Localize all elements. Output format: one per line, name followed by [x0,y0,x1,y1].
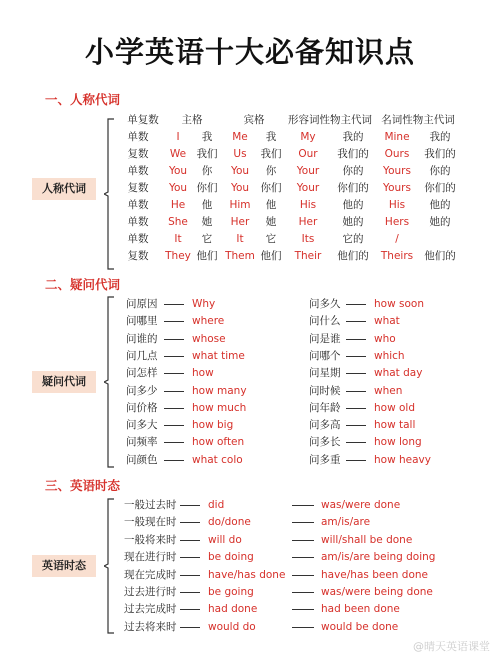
question-word: what colo [192,453,243,466]
pronoun-cell: Hers [384,216,410,228]
tense-name: 现在完成时 [124,568,177,581]
dash-line [180,575,200,576]
active-form: have/has done [208,568,286,581]
dash-line [346,460,366,461]
pronoun-cell: / [395,233,399,245]
dash-line [346,304,366,305]
pronoun-cell: 他们的 [424,250,456,262]
dash-line [292,540,314,541]
passive-form: have/has been done [321,568,428,581]
tense-name: 一般现在时 [124,516,177,529]
pronoun-cell: 你们 [260,182,282,194]
pronoun-cell: 我的 [342,131,364,143]
question-meaning: 问多高 [309,419,341,432]
pronoun-cell: Yours [383,165,411,177]
pronoun-cell: 你们 [196,182,218,194]
question-meaning: 问哪里 [126,315,158,328]
question-meaning: 问是谁 [309,332,341,345]
question-word: what day [374,367,423,380]
pronoun-cell: 她 [265,216,277,228]
pronoun-cell: We [169,148,187,160]
pronoun-cell: Your [296,182,320,194]
pronoun-cell: Theirs [380,250,414,262]
question-meaning: 问多大 [126,419,158,432]
question-meaning: 问几点 [126,349,158,362]
dash-line [164,321,184,322]
pronoun-cell: 它 [201,233,213,245]
question-meaning: 问怎样 [126,367,158,380]
pronoun-cell: 她的 [342,216,364,228]
pronoun-cell: He [170,199,186,211]
pronoun-cell: They [165,250,191,262]
question-meaning: 问谁的 [126,332,158,345]
pronoun-cell: 他们 [260,250,282,262]
pronoun-cell: 你们的 [424,182,456,194]
question-meaning: 问多久 [309,298,341,310]
dash-line [164,373,184,374]
tense-name: 过去将来时 [124,620,177,633]
pronoun-cell: His [388,199,406,211]
watermark: @晴天英语课堂 [413,640,490,653]
dash-line [164,442,184,443]
section3-heading: 三、英语时态 [45,478,121,493]
dash-line [346,321,366,322]
dash-line [292,627,314,628]
question-word: how old [374,401,416,414]
passive-form: was/were done [321,499,401,511]
page-title: 小学英语十大必备知识点 [84,35,415,69]
dash-line [346,356,366,357]
pronoun-cell: 他们 [196,250,218,262]
column-header: 形容词性物主代词 [288,114,372,126]
pronoun-cell: 单数 [127,131,149,143]
question-word: how much [192,401,247,414]
dash-line [164,356,184,357]
dash-line [346,373,366,374]
question-word: whose [192,332,226,345]
pronoun-cell: 我们 [260,148,282,160]
passive-form: would be done [321,620,399,633]
question-word: how heavy [374,453,431,466]
dash-line [164,460,184,461]
passive-form-suffix: /were done [341,499,401,511]
question-meaning: 问颜色 [126,453,158,466]
passive-form: am/is/are being doing [321,551,436,564]
pronoun-cell: 我们的 [424,148,456,160]
column-header: 单复数 [127,114,159,126]
dash-line [164,339,184,340]
tense-name: 过去完成时 [124,603,177,616]
pronoun-cell: You [230,165,250,177]
dash-line [180,540,200,541]
pronoun-cell: Ours [384,148,410,160]
column-header: 名词性物主代词 [381,114,455,126]
column-header: 宾格 [243,114,265,126]
pronoun-cell: 你 [265,165,277,177]
section3-brace [104,498,116,634]
column-header: 主格 [181,114,203,126]
pronoun-cell: Me [232,131,248,143]
question-word: what time [192,349,245,362]
question-word: how tall [374,419,416,432]
pronoun-cell: 我 [201,131,213,143]
dash-line [292,505,314,506]
pronoun-cell: It [174,233,182,245]
active-form: had done [208,603,258,616]
pronoun-cell: 他 [201,199,213,211]
pronoun-cell: 你 [201,165,213,177]
question-word: how many [192,384,247,397]
passive-form: will/shall be done [321,533,413,546]
dash-line [164,408,184,409]
pronoun-cell: Him [229,199,251,211]
dash-line [292,575,314,576]
pronoun-cell: 你的 [429,165,451,177]
pronoun-cell: 她的 [429,216,451,228]
dash-line [346,425,366,426]
pronoun-cell: Her [230,216,250,228]
dash-line [292,592,314,593]
dash-line [346,408,366,409]
section2-brace [104,296,116,468]
pronoun-cell: Its [301,233,315,245]
pronoun-cell: My [300,131,316,143]
passive-form: am/is/are [321,516,371,529]
active-form: do/done [208,516,251,529]
question-word: how big [192,419,234,432]
section1-heading: 一、人称代词 [45,92,121,107]
pronoun-cell: 单数 [127,216,149,228]
pronoun-cell: 单数 [127,199,149,211]
question-meaning: 问星期 [309,367,341,380]
pronoun-cell: Mine [384,131,410,143]
tense-name: 一般过去时 [124,499,177,511]
tense-name: 现在进行时 [124,551,177,564]
question-meaning: 问年龄 [309,401,341,414]
question-meaning: 问多重 [309,453,341,466]
question-word: when [374,384,403,397]
question-word: where [192,315,225,328]
pronoun-cell: Them [225,250,255,262]
question-meaning: 问原因 [126,298,158,310]
pronoun-cell: 我们 [196,148,218,160]
pronoun-cell: 他 [265,199,277,211]
dash-line [180,522,200,523]
question-word: how soon [374,298,424,310]
question-word: which [374,349,405,362]
pronoun-cell: 他的 [342,199,364,211]
tense-name: 过去进行时 [124,586,177,598]
pronoun-cell: 你的 [342,165,364,177]
pronoun-cell: You [168,182,188,194]
question-meaning: 问时候 [309,384,341,397]
pronoun-cell: 你们的 [337,182,369,194]
pronoun-cell: Us [233,148,247,160]
dash-line [346,442,366,443]
pronoun-cell: You [230,182,250,194]
active-form: would do [208,620,256,633]
pronoun-cell: 他的 [429,199,451,211]
dash-line [180,592,200,593]
pronoun-cell: Her [298,216,318,228]
pronoun-cell: I [176,131,180,143]
passive-form: was/were being done [321,586,433,598]
passive-form-suffix: /has been done [346,568,428,581]
section2-box-label: 疑问代词 [32,371,96,393]
pronoun-cell: Their [294,250,322,262]
pronoun-cell: It [236,233,244,245]
question-word: Why [192,298,216,310]
dash-line [346,391,366,392]
pronoun-cell: 它的 [342,233,364,245]
question-meaning: 问价格 [126,401,158,414]
pronoun-cell: 我的 [429,131,451,143]
dash-line [164,391,184,392]
pronoun-cell: 单数 [127,165,149,177]
section2-heading: 二、疑问代词 [45,277,121,292]
pronoun-cell: His [299,199,317,211]
question-meaning: 问什么 [309,315,341,328]
section1-box-label: 人称代词 [32,178,96,200]
pronoun-cell: 它 [265,233,277,245]
passive-form: had been done [321,603,400,616]
pronoun-cell: You [168,165,188,177]
active-form: will do [208,533,242,546]
question-meaning: 问多长 [309,436,341,449]
pronoun-cell: 复数 [127,182,149,194]
active-form: did [208,499,225,511]
pronoun-cell: Our [298,148,318,160]
question-word: how long [374,436,422,449]
pronoun-cell: 复数 [127,250,149,262]
question-meaning: 问频率 [126,436,158,449]
pronoun-cell: 他们的 [337,250,369,262]
tense-name: 一般将来时 [124,533,177,546]
dash-line [292,557,314,558]
pronoun-cell: Yours [383,182,411,194]
dash-line [346,339,366,340]
pronoun-cell: 我 [265,131,277,143]
dash-line [164,304,184,305]
dash-line [180,505,200,506]
question-word: who [374,332,396,345]
dash-line [292,522,314,523]
dash-line [164,425,184,426]
dash-line [292,609,314,610]
question-meaning: 问哪个 [309,349,341,362]
pronoun-cell: Your [296,165,320,177]
section3-box-label: 英语时态 [32,555,96,577]
pronoun-cell: 她 [201,216,213,228]
active-form: be doing [208,551,254,564]
dash-line [180,557,200,558]
dash-line [180,609,200,610]
pronoun-cell: 我们的 [337,148,369,160]
pronoun-cell: 复数 [127,148,149,160]
question-word: how [192,367,214,380]
active-form: be going [208,586,254,598]
question-word: what [374,315,400,328]
pronoun-cell: 单数 [127,233,149,245]
pronoun-cell: She [168,216,188,228]
question-meaning: 问多少 [126,384,158,397]
dash-line [180,627,200,628]
question-word: how often [192,436,245,449]
